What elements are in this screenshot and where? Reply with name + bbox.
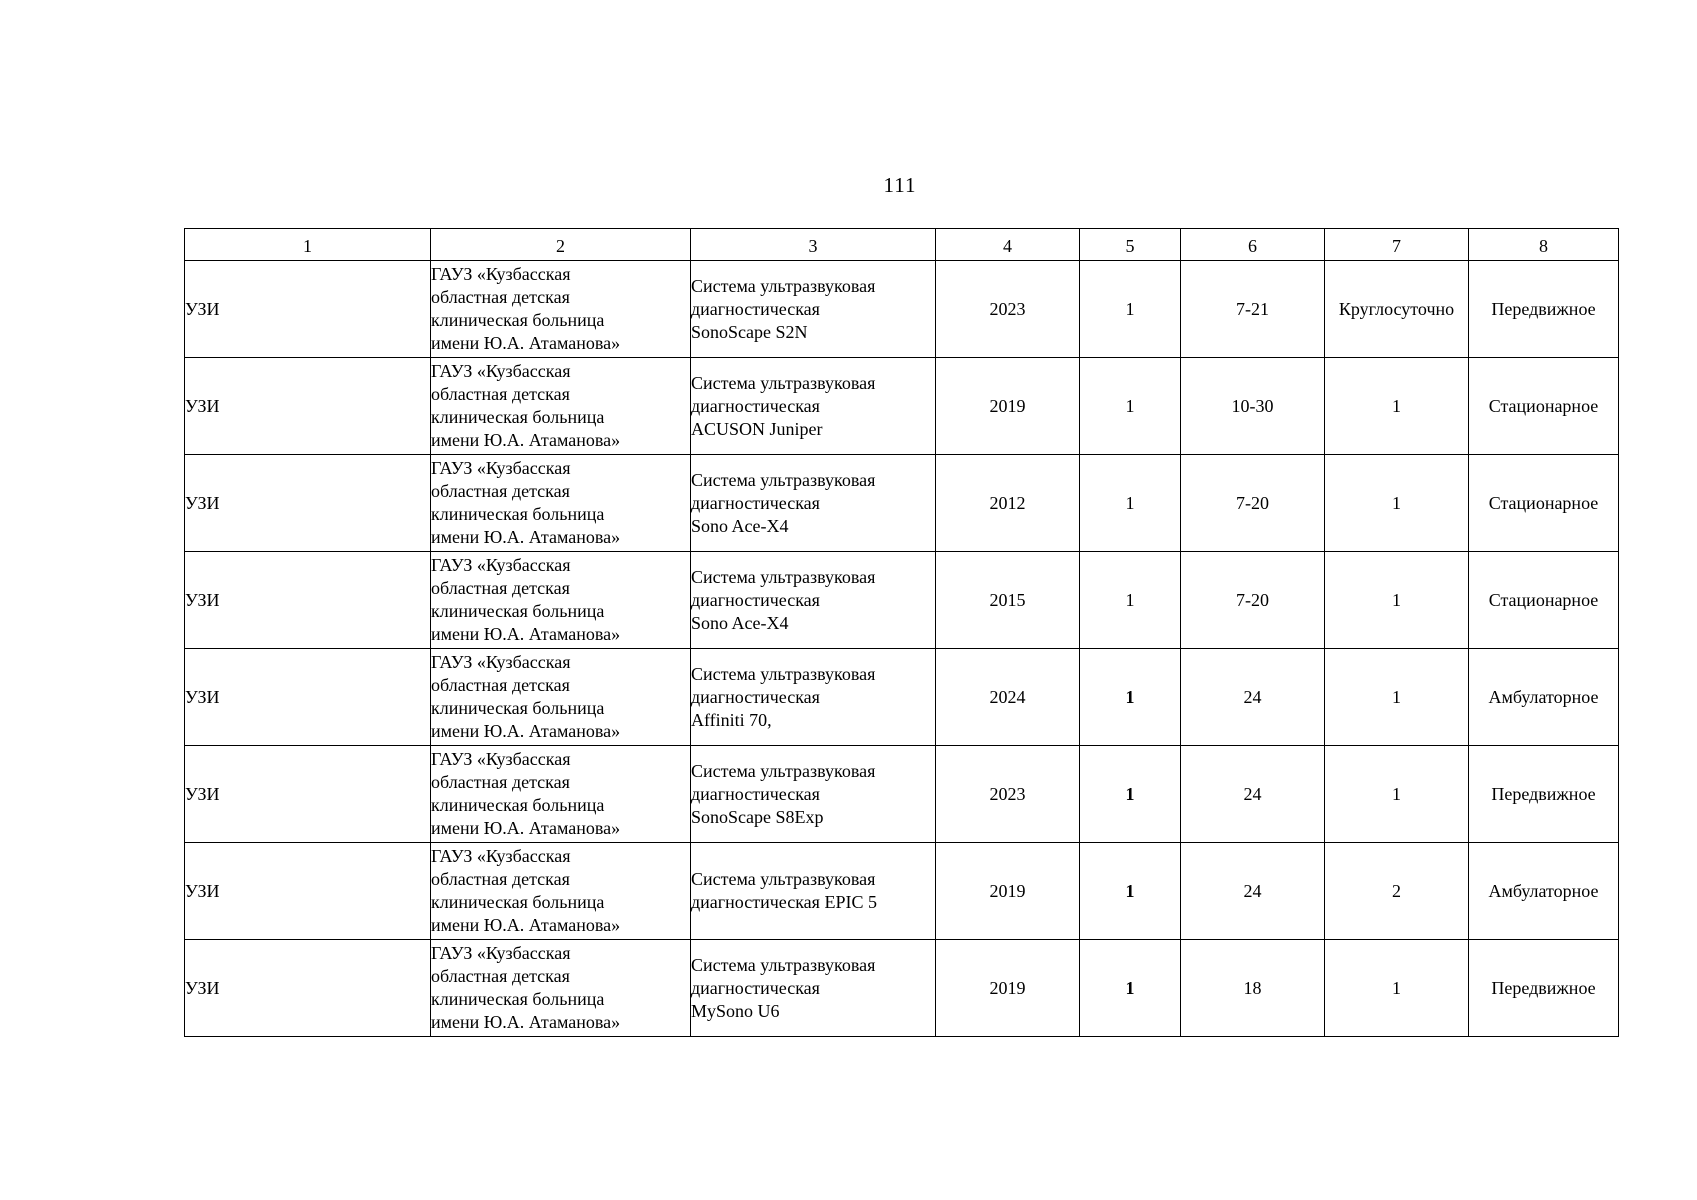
cell-organization-text: ГАУЗ «Кузбасская областная детская клиническая больница имени Ю.А. Атаманова»	[431, 846, 621, 935]
cell-organization-text: ГАУЗ «Кузбасская областная детская клиническая больница имени Ю.А. Атаманова»	[431, 264, 621, 353]
cell-device	[691, 649, 936, 746]
cell-organization-text: ГАУЗ «Кузбасская областная детская клиническая больница имени Ю.А. Атаманова»	[431, 943, 621, 1032]
cell-mode	[1325, 455, 1469, 552]
cell-organization-text: ГАУЗ «Кузбасская областная детская клиническая больница имени Ю.А. Атаманова»	[431, 555, 621, 644]
cell-device-text: Система ультразвуковая диагностическая Sono Ace-X4	[691, 469, 876, 536]
cell-year	[936, 746, 1080, 843]
cell-kind	[1469, 358, 1619, 455]
cell-frequency	[1181, 746, 1325, 843]
cell-kind	[1469, 843, 1619, 940]
cell-mode-text: Круглосуточно	[1338, 298, 1455, 319]
cell-count-text: 1	[1125, 783, 1135, 804]
cell-organization	[431, 552, 691, 649]
cell-kind-text: Стационарное	[1488, 492, 1599, 513]
cell-type	[185, 649, 431, 746]
table-row	[185, 746, 1619, 843]
cell-mode-text: 1	[1392, 492, 1401, 513]
cell-year-text: 2023	[989, 298, 1026, 319]
cell-type	[185, 843, 431, 940]
cell-count-text: 1	[1125, 589, 1135, 610]
cell-type	[185, 552, 431, 649]
cell-organization-text: ГАУЗ «Кузбасская областная детская клиническая больница имени Ю.А. Атаманова»	[431, 361, 621, 450]
cell-count	[1080, 940, 1181, 1037]
header-col-3: 3	[691, 229, 936, 261]
cell-kind-text: Передвижное	[1491, 783, 1596, 804]
cell-device	[691, 552, 936, 649]
cell-type-text: УЗИ	[185, 977, 220, 998]
cell-year-text: 2012	[989, 492, 1026, 513]
cell-organization	[431, 940, 691, 1037]
cell-kind	[1469, 552, 1619, 649]
cell-type	[185, 261, 431, 358]
cell-device	[691, 940, 936, 1037]
cell-kind	[1469, 261, 1619, 358]
cell-device-text: Система ультразвуковая диагностическая Affiniti 70,	[691, 663, 876, 730]
cell-count	[1080, 455, 1181, 552]
cell-type-text: УЗИ	[185, 395, 220, 416]
cell-mode-text: 1	[1392, 783, 1401, 804]
table-row	[185, 940, 1619, 1037]
cell-year-text: 2019	[989, 977, 1026, 998]
cell-count-text: 1	[1125, 977, 1135, 998]
header-col-8: 8	[1469, 229, 1619, 261]
cell-frequency-text: 24	[1243, 783, 1262, 804]
cell-count	[1080, 746, 1181, 843]
cell-frequency-text: 10-30	[1231, 395, 1274, 416]
cell-kind	[1469, 746, 1619, 843]
cell-frequency	[1181, 552, 1325, 649]
cell-organization	[431, 455, 691, 552]
cell-year-text: 2015	[989, 589, 1026, 610]
cell-device	[691, 455, 936, 552]
cell-kind-text: Стационарное	[1488, 589, 1599, 610]
cell-frequency	[1181, 649, 1325, 746]
cell-frequency	[1181, 940, 1325, 1037]
cell-count	[1080, 843, 1181, 940]
cell-year-text: 2019	[989, 395, 1026, 416]
cell-year-text: 2023	[989, 783, 1026, 804]
cell-device-text: Система ультразвуковая диагностическая MySono U6	[691, 954, 876, 1021]
cell-type-text: УЗИ	[185, 492, 220, 513]
cell-device-text: Система ультразвуковая диагностическая Sono Ace-X4	[691, 566, 876, 633]
cell-year	[936, 552, 1080, 649]
cell-type	[185, 455, 431, 552]
cell-count-text: 1	[1125, 395, 1135, 416]
cell-year	[936, 261, 1080, 358]
cell-type-text: УЗИ	[185, 298, 220, 319]
cell-frequency-text: 7-21	[1236, 298, 1269, 319]
cell-mode	[1325, 940, 1469, 1037]
cell-device-text: Система ультразвуковая диагностическая EPIC 5	[691, 869, 877, 912]
cell-type-text: УЗИ	[185, 589, 220, 610]
cell-kind-text: Передвижное	[1491, 298, 1596, 319]
table-body	[185, 261, 1619, 1037]
cell-kind-text: Передвижное	[1491, 977, 1596, 998]
table-row	[185, 843, 1619, 940]
cell-device	[691, 358, 936, 455]
cell-frequency	[1181, 261, 1325, 358]
cell-mode-text: 1	[1392, 686, 1401, 707]
cell-year	[936, 843, 1080, 940]
table-row	[185, 261, 1619, 358]
cell-count-text: 1	[1125, 492, 1135, 513]
cell-year-text: 2019	[989, 880, 1026, 901]
cell-mode	[1325, 649, 1469, 746]
cell-count-text: 1	[1125, 686, 1135, 707]
cell-mode	[1325, 843, 1469, 940]
cell-organization	[431, 358, 691, 455]
cell-kind	[1469, 940, 1619, 1037]
cell-organization-text: ГАУЗ «Кузбасская областная детская клиническая больница имени Ю.А. Атаманова»	[431, 458, 621, 547]
cell-frequency-text: 7-20	[1236, 492, 1269, 513]
cell-device	[691, 746, 936, 843]
cell-organization	[431, 843, 691, 940]
cell-mode-text: 1	[1392, 977, 1401, 998]
table-row	[185, 649, 1619, 746]
cell-organization	[431, 261, 691, 358]
cell-organization-text: ГАУЗ «Кузбасская областная детская клиническая больница имени Ю.А. Атаманова»	[431, 749, 621, 838]
cell-year	[936, 455, 1080, 552]
table-row	[185, 358, 1619, 455]
cell-year	[936, 649, 1080, 746]
cell-count-text: 1	[1125, 880, 1135, 901]
cell-count-text: 1	[1125, 298, 1135, 319]
cell-frequency-text: 24	[1243, 686, 1262, 707]
table-row	[185, 552, 1619, 649]
cell-frequency-text: 18	[1243, 977, 1262, 998]
cell-type-text: УЗИ	[185, 686, 220, 707]
header-col-7: 7	[1325, 229, 1469, 261]
page-number: 111	[883, 173, 917, 197]
cell-device	[691, 843, 936, 940]
cell-frequency	[1181, 843, 1325, 940]
cell-count	[1080, 649, 1181, 746]
header-col-5: 5	[1080, 229, 1181, 261]
cell-kind-text: Амбулаторное	[1488, 686, 1599, 707]
table-row	[185, 455, 1619, 552]
cell-count	[1080, 552, 1181, 649]
cell-type	[185, 746, 431, 843]
header-col-2: 2	[431, 229, 691, 261]
cell-mode	[1325, 552, 1469, 649]
header-col-4: 4	[936, 229, 1080, 261]
cell-frequency	[1181, 358, 1325, 455]
cell-type-text: УЗИ	[185, 880, 220, 901]
equipment-table	[184, 228, 1619, 1037]
cell-kind	[1469, 649, 1619, 746]
cell-count	[1080, 358, 1181, 455]
cell-frequency-text: 24	[1243, 880, 1262, 901]
cell-organization	[431, 649, 691, 746]
cell-mode	[1325, 358, 1469, 455]
table-header-row	[185, 229, 1619, 261]
cell-year	[936, 358, 1080, 455]
cell-device-text: Система ультразвуковая диагностическая ACUSON Juniper	[691, 372, 876, 439]
cell-frequency-text: 7-20	[1236, 589, 1269, 610]
cell-kind-text: Амбулаторное	[1488, 880, 1599, 901]
cell-mode-text: 2	[1392, 880, 1401, 901]
cell-mode-text: 1	[1392, 589, 1401, 610]
cell-kind-text: Стационарное	[1488, 395, 1599, 416]
cell-mode-text: 1	[1392, 395, 1401, 416]
cell-mode	[1325, 746, 1469, 843]
cell-kind	[1469, 455, 1619, 552]
cell-device-text: Система ультразвуковая диагностическая SonoScape S2N	[691, 275, 876, 342]
cell-organization	[431, 746, 691, 843]
header-col-6: 6	[1181, 229, 1325, 261]
cell-device	[691, 261, 936, 358]
cell-type	[185, 940, 431, 1037]
header-col-1: 1	[185, 229, 431, 261]
cell-count	[1080, 261, 1181, 358]
cell-device-text: Система ультразвуковая диагностическая SonoScape S8Exp	[691, 760, 876, 827]
cell-year	[936, 940, 1080, 1037]
cell-type-text: УЗИ	[185, 783, 220, 804]
cell-organization-text: ГАУЗ «Кузбасская областная детская клиническая больница имени Ю.А. Атаманова»	[431, 652, 621, 741]
cell-type	[185, 358, 431, 455]
cell-year-text: 2024	[989, 686, 1026, 707]
cell-frequency	[1181, 455, 1325, 552]
cell-mode	[1325, 261, 1469, 358]
